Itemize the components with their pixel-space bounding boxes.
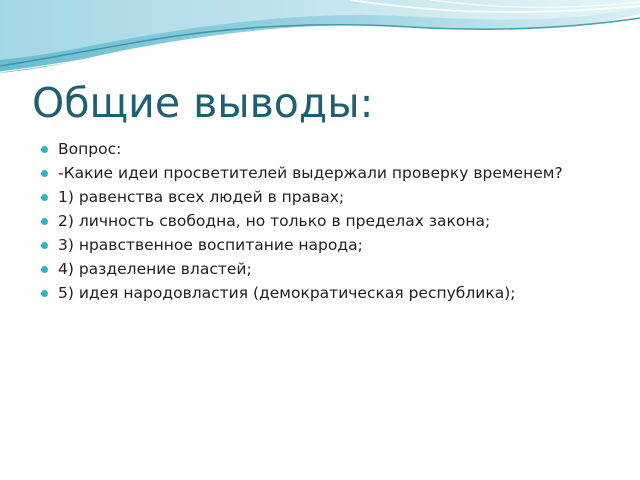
bullet-text: -Какие идеи просветителей выдержали проверку временем? (58, 164, 563, 182)
bullet-text: 1) равенства всех людей в правах; (58, 188, 345, 206)
bullet-dot-icon (41, 218, 48, 225)
bullet-text: 4) разделение властей; (58, 260, 252, 278)
bullet-text: 3) нравственное воспитание народа; (58, 236, 363, 254)
bullet-item (41, 164, 611, 183)
bullet-item (41, 284, 611, 303)
bullet-text: 5) идея народовластия (демократическая республика); (58, 284, 516, 302)
bullet-item (41, 188, 611, 207)
bullet-dot-icon (41, 242, 48, 249)
bullet-item (41, 212, 611, 231)
slide-title: Общие выводы: (32, 79, 374, 127)
bullet-dot-icon (41, 170, 48, 177)
bullet-item (41, 236, 611, 255)
bullet-item (41, 260, 611, 279)
bullet-dot-icon (41, 266, 48, 273)
bullet-list (41, 140, 611, 308)
bullet-text: 2) личность свободна, но только в пределах закона; (58, 212, 491, 230)
bullet-dot-icon (41, 290, 48, 297)
bullet-text: Вопрос: (58, 140, 122, 158)
header-wave-decoration (0, 0, 640, 75)
bullet-dot-icon (41, 146, 48, 153)
bullet-dot-icon (41, 194, 48, 201)
bullet-item (41, 140, 611, 159)
